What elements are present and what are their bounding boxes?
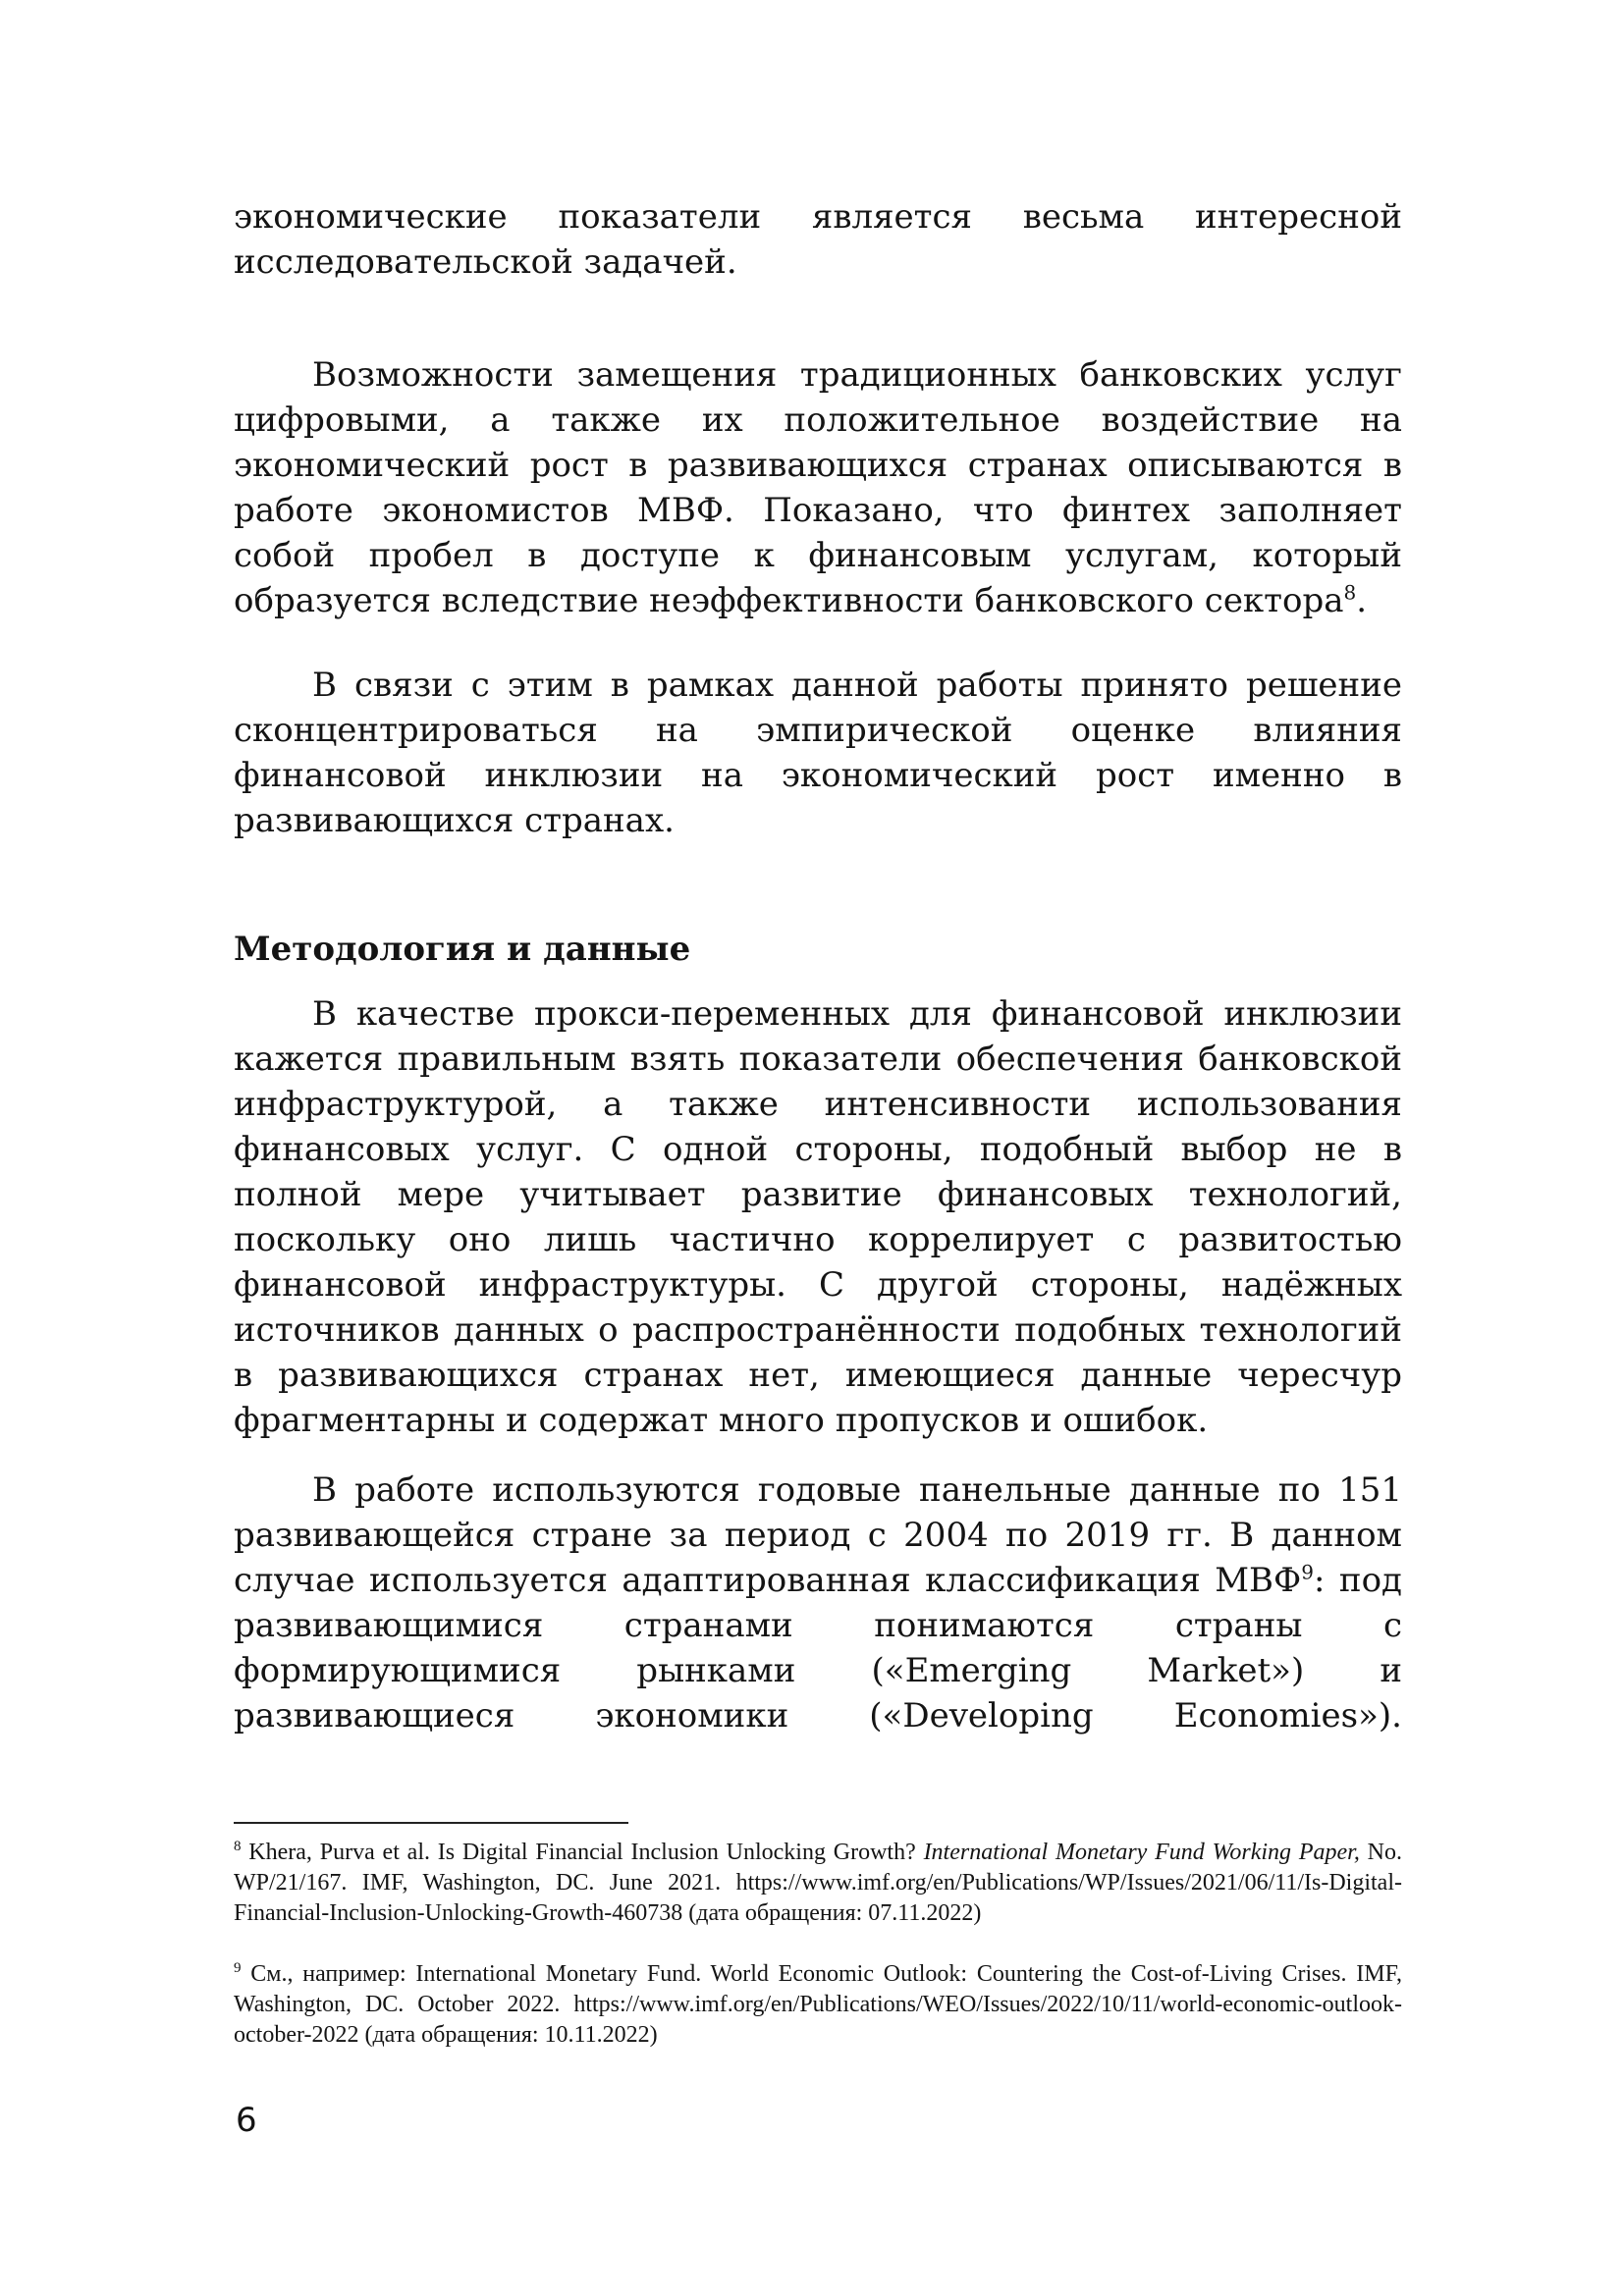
footnote-8 — [234, 1838, 1402, 1929]
section-heading: Методология и данные — [234, 930, 691, 969]
paragraph-fintech-substitution — [234, 352, 1402, 623]
paragraph-text: : под развивающимися странами понимаются страны с формирующимися рынками («Emerging Market») и развивающиеся экономики («Developing Economies»). — [234, 1561, 1402, 1735]
page-number: 6 — [236, 2101, 257, 2140]
footnote-ref-8[interactable]: 8 — [1343, 580, 1357, 605]
paragraph-proxy-variables — [234, 991, 1402, 1443]
footnote-separator — [234, 1822, 628, 1824]
footnote-ref-9[interactable]: 9 — [1301, 1560, 1314, 1584]
paragraph-focus — [234, 663, 1402, 843]
footnote-italic-source: International Monetary Fund Working Paper, — [923, 1840, 1360, 1865]
footnote-text: No. WP/21/167. IMF, Washington, DC. June 2021. https://www.imf.org/en/Publications/WP/Issues/2021/06/11/Is-Digital-Financial-Inclusion-Unlocking-Growth-460738 (дата обращения: 07.11.2022) — [234, 1840, 1402, 1926]
footnote-mark: 8 — [234, 1839, 242, 1854]
paragraph-panel-data — [234, 1468, 1402, 1738]
footnote-mark: 9 — [234, 1960, 242, 1976]
paragraph-continuation — [234, 194, 1402, 285]
paragraph-text: экономические показатели является весьма интересной исследовательской задачей. — [234, 197, 1402, 282]
paragraph-text: Возможности замещения традиционных банковских услуг цифровыми, а также их положительное воздействие на экономический рост в развивающихся странах описываются в работе экономистов МВФ. Показано, что финтех заполняет собой пробел в доступе к финансовым услугам, который образуется вследствие неэффективности банковского сектора — [234, 355, 1402, 620]
footnote-text: Khera, Purva et al. Is Digital Financial Inclusion Unlocking Growth? — [241, 1840, 924, 1865]
paragraph-text: В связи с этим в рамках данной работы принято решение сконцентрироваться на эмпирической оценке влияния финансовой инклюзии на экономический рост именно в развивающихся странах. — [234, 666, 1402, 840]
footnote-text: См., например: International Monetary Fund. World Economic Outlook: Countering the Cost-of-Living Crises. IMF, Washington, DC. October 2022. https://www.imf.org/en/Publications/WEO/Issues/2022/10/11/world-economic-outlook-october-2022 (дата обращения: 10.11.2022) — [234, 1961, 1402, 2048]
paragraph-text: В работе используются годовые панельные данные по 151 развивающейся стране за период с 2004 по 2019 гг. В данном случае используется адаптированная классификация МВФ — [234, 1470, 1402, 1600]
paragraph-end: . — [1356, 581, 1368, 620]
paragraph-text: В качестве прокси-переменных для финансовой инклюзии кажется правильным взять показатели обеспечения банковской инфраструктурой, а также интенсивности использования финансовых услуг. С одной стороны, подобный выбор не в полной мере учитывает развитие финансовых технологий, поскольку оно лишь частично коррелирует с развитостью финансовой инфраструктуры. С другой стороны, надёжных источников данных о распространённости подобных технологий в развивающихся странах нет, имеющиеся данные чересчур фрагментарны и содержат много пропусков и ошибок. — [234, 994, 1402, 1440]
footnote-9 — [234, 1959, 1402, 2051]
